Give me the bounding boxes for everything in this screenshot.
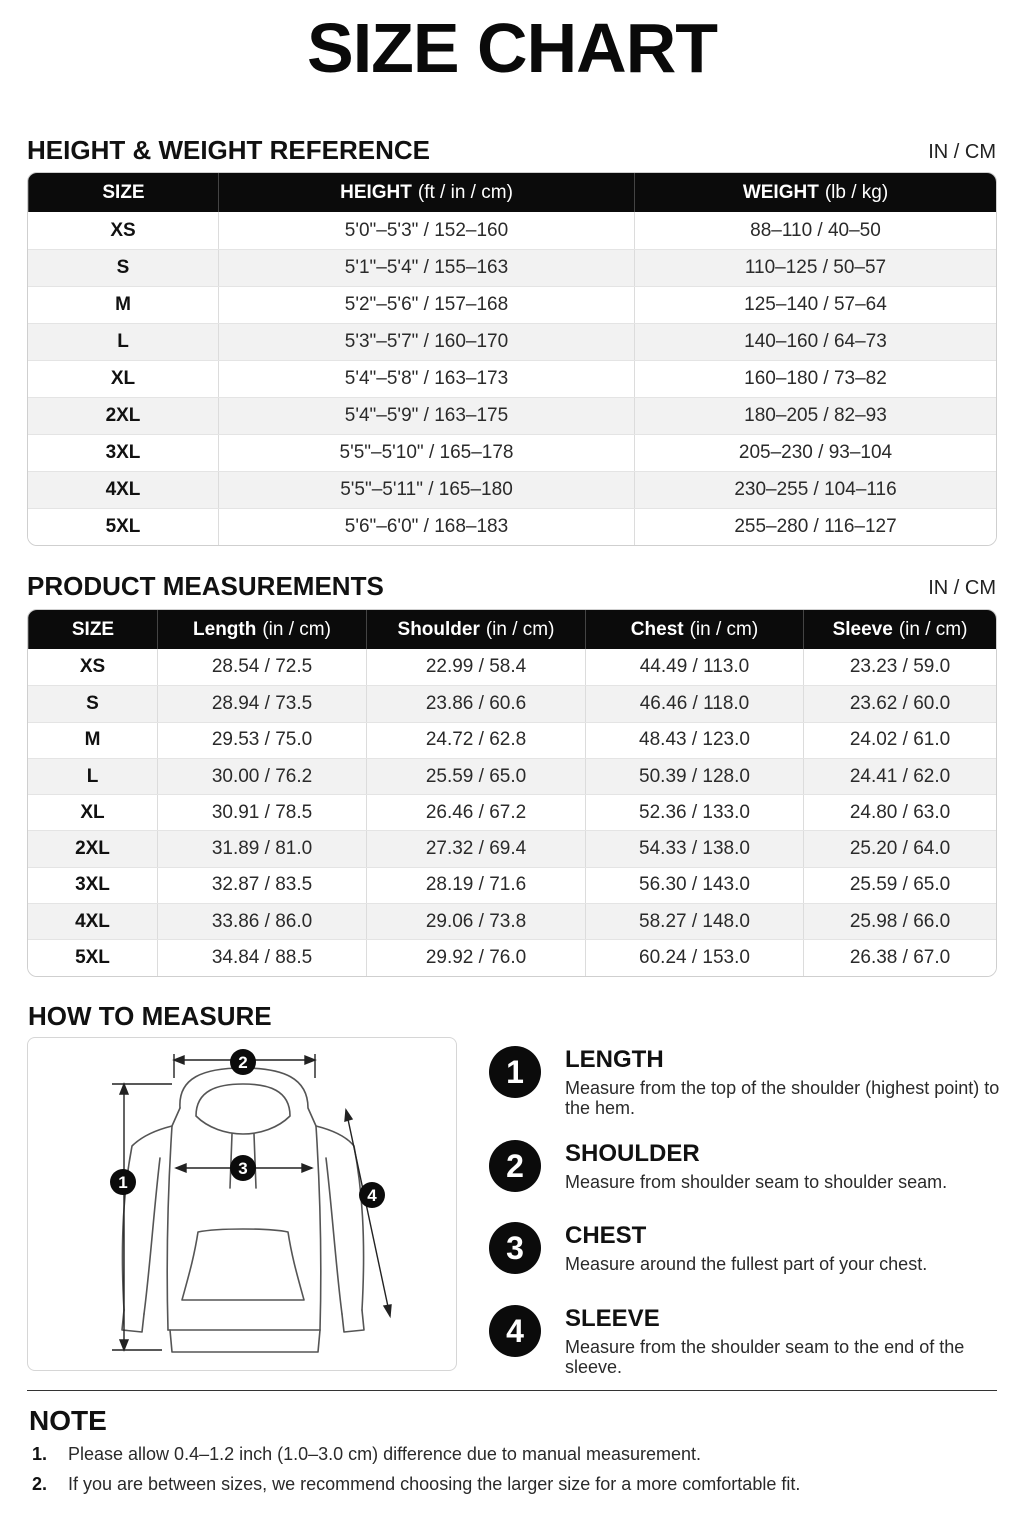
- table-cell: 25.98 / 66.0: [803, 904, 996, 939]
- table-cell: 52.36 / 133.0: [585, 795, 803, 830]
- note-number: 1.: [32, 1444, 48, 1464]
- table-cell: 30.00 / 76.2: [157, 759, 366, 794]
- marker-4-label: 4: [367, 1186, 377, 1205]
- table-cell: 230–255 / 104–116: [634, 472, 996, 508]
- size-cell: M: [84, 729, 101, 751]
- table-row: [28, 685, 996, 721]
- table-row: [28, 249, 996, 286]
- size-cell: S: [116, 257, 130, 278]
- table-cell: 23.86 / 60.6: [366, 686, 585, 721]
- marker-2-label: 2: [238, 1053, 248, 1072]
- step-number-badge: 4: [489, 1305, 541, 1357]
- table-cell: 28.54 / 72.5: [157, 649, 366, 685]
- table-row: [28, 649, 996, 685]
- table-row: [28, 323, 996, 360]
- right-sleeve-outer: [316, 1126, 364, 1310]
- table-cell: 50.39 / 128.0: [585, 759, 803, 794]
- step-title: SHOULDER: [565, 1140, 700, 1167]
- table-row: [28, 758, 996, 794]
- right-sleeve-inner: [326, 1158, 342, 1314]
- how-to-measure-title: HOW TO MEASURE: [28, 1001, 272, 1031]
- table-row: [28, 397, 996, 434]
- table-cell: 160–180 / 73–82: [634, 361, 996, 397]
- table-cell: 5'5"–5'11" / 165–180: [218, 472, 634, 508]
- hoodie-diagram-panel: [27, 1037, 457, 1371]
- step-title: CHEST: [565, 1222, 647, 1249]
- height-weight-title: HEIGHT & WEIGHT REFERENCE: [27, 135, 431, 165]
- table-cell: 5'5"–5'10" / 165–178: [218, 435, 634, 471]
- size-cell: L: [117, 331, 129, 352]
- table-cell: 44.49 / 113.0: [585, 649, 803, 685]
- column-header-label: SIZE: [71, 618, 115, 640]
- product-measurements-table: [27, 609, 997, 977]
- table-cell: 25.59 / 65.0: [366, 759, 585, 794]
- hoodie-diagram: [28, 1038, 458, 1372]
- column-header-label: Shoulder: [397, 618, 480, 640]
- table-cell: 125–140 / 57–64: [634, 287, 996, 323]
- step-number-badge: 2: [489, 1140, 541, 1192]
- column-header: [585, 610, 803, 649]
- note-item: [32, 1442, 701, 1466]
- table-row: [28, 794, 996, 830]
- step-sleeve: [489, 1305, 1005, 1377]
- step-description: Measure from shoulder seam to shoulder seam.: [565, 1172, 948, 1192]
- step-chest: [489, 1222, 1005, 1274]
- right-cuff: [342, 1310, 364, 1332]
- table-cell: 48.43 / 123.0: [585, 723, 803, 758]
- table-cell: 34.84 / 88.5: [157, 940, 366, 975]
- size-cell: 4XL: [75, 910, 110, 932]
- size-cell: 2XL: [75, 838, 110, 860]
- table-row: [28, 360, 996, 397]
- column-header-unit: (in / cm): [262, 618, 331, 640]
- size-cell: XS: [110, 219, 136, 241]
- product-measurements-title: PRODUCT MEASUREMENTS: [27, 571, 384, 601]
- step-length: [489, 1046, 1005, 1118]
- table-row: [28, 508, 996, 545]
- table-row: [28, 434, 996, 471]
- note-text: Please allow 0.4–1.2 inch (1.0–3.0 cm) difference due to manual measurement.: [68, 1444, 702, 1464]
- table-cell: 5'2"–5'6" / 157–168: [218, 287, 634, 323]
- table-cell: 5'6"–6'0" / 168–183: [218, 509, 634, 545]
- hem-band: [170, 1330, 320, 1352]
- column-header-unit: (in / cm): [898, 618, 968, 640]
- table-cell: 5'4"–5'8" / 163–173: [218, 361, 634, 397]
- step-description: Measure from the top of the shoulder (highest point) to the hem.: [565, 1078, 1000, 1118]
- table-row: [28, 286, 996, 323]
- column-header-label: HEIGHT: [340, 181, 412, 203]
- marker-1-label: 1: [118, 1173, 128, 1192]
- table-cell: 29.06 / 73.8: [366, 904, 585, 939]
- table-cell: 205–230 / 93–104: [634, 435, 996, 471]
- column-header-unit: (ft / in / cm): [417, 181, 513, 203]
- table-row: [28, 903, 996, 939]
- table-header-row: [28, 173, 996, 212]
- note-text: If you are between sizes, we recommend choosing the larger size for a more comfortable fit.: [68, 1474, 801, 1494]
- step-shoulder: [489, 1140, 1005, 1192]
- table-row: [28, 867, 996, 903]
- column-header-label: Length: [193, 618, 257, 640]
- step-description: Measure around the fullest part of your chest.: [565, 1254, 928, 1274]
- note-item: [32, 1472, 800, 1496]
- table-cell: 25.20 / 64.0: [803, 831, 996, 866]
- column-header-unit: (lb / kg): [824, 181, 889, 203]
- right-body-side: [316, 1126, 321, 1330]
- table-header-row: [28, 610, 996, 649]
- step-title: SLEEVE: [565, 1305, 660, 1332]
- table-cell: 24.72 / 62.8: [366, 723, 585, 758]
- table-cell: 60.24 / 153.0: [585, 940, 803, 975]
- hood-outline: [180, 1068, 316, 1126]
- step-description: Measure from the shoulder seam to the end of the sleeve.: [565, 1337, 965, 1377]
- table-cell: 25.59 / 65.0: [803, 868, 996, 903]
- size-cell: XL: [110, 368, 136, 389]
- table-cell: 56.30 / 143.0: [585, 868, 803, 903]
- left-cuff: [122, 1310, 144, 1332]
- column-header-label: Chest: [630, 618, 684, 640]
- table-cell: 22.99 / 58.4: [366, 649, 585, 685]
- table-cell: 26.46 / 67.2: [366, 795, 585, 830]
- step-title: LENGTH: [565, 1046, 664, 1073]
- table-cell: 23.23 / 59.0: [803, 649, 996, 685]
- size-cell: 3XL: [75, 874, 110, 896]
- table-cell: 27.32 / 69.4: [366, 831, 585, 866]
- table-cell: 5'1"–5'4" / 155–163: [218, 250, 634, 286]
- column-header: [634, 173, 996, 212]
- product-measurements-unit-label: IN / CM: [928, 577, 996, 599]
- table-cell: 88–110 / 40–50: [634, 212, 996, 249]
- table-cell: 5'0"–5'3" / 152–160: [218, 212, 634, 249]
- step-number-badge: 1: [489, 1046, 541, 1098]
- table-cell: 46.46 / 118.0: [585, 686, 803, 721]
- table-cell: 28.19 / 71.6: [366, 868, 585, 903]
- left-body-side: [167, 1126, 172, 1330]
- column-header-label: SIZE: [102, 181, 145, 203]
- table-row: [28, 830, 996, 866]
- table-cell: 29.92 / 76.0: [366, 940, 585, 975]
- marker-3-label: 3: [238, 1159, 248, 1178]
- column-header: [366, 610, 585, 649]
- diagram-markers: [110, 1049, 385, 1208]
- column-header: [803, 610, 996, 649]
- section-divider: [27, 1390, 997, 1391]
- size-cell: 5XL: [105, 516, 141, 537]
- table-cell: 180–205 / 82–93: [634, 398, 996, 434]
- table-cell: 26.38 / 67.0: [803, 940, 996, 975]
- page-title: SIZE CHART: [307, 9, 717, 87]
- size-cell: 5XL: [75, 947, 110, 969]
- table-cell: 54.33 / 138.0: [585, 831, 803, 866]
- table-cell: 23.62 / 60.0: [803, 686, 996, 721]
- size-cell: 3XL: [105, 442, 141, 463]
- column-header: [218, 173, 634, 212]
- column-header: [157, 610, 366, 649]
- note-title: NOTE: [29, 1405, 107, 1436]
- table-cell: 58.27 / 148.0: [585, 904, 803, 939]
- column-header-unit: (in / cm): [689, 618, 759, 640]
- table-cell: 24.02 / 61.0: [803, 723, 996, 758]
- drawstring-right: [254, 1134, 256, 1188]
- table-row: [28, 939, 996, 975]
- table-cell: 33.86 / 86.0: [157, 904, 366, 939]
- height-weight-unit-label: IN / CM: [928, 141, 996, 163]
- column-header-label: WEIGHT: [742, 181, 819, 203]
- size-cell: XL: [80, 801, 105, 823]
- hood-opening: [196, 1084, 290, 1134]
- table-cell: 29.53 / 75.0: [157, 723, 366, 758]
- table-cell: 24.80 / 63.0: [803, 795, 996, 830]
- column-header: [28, 173, 218, 212]
- table-cell: 31.89 / 81.0: [157, 831, 366, 866]
- size-cell: XS: [79, 656, 106, 678]
- table-row: [28, 471, 996, 508]
- column-header: [28, 610, 157, 649]
- table-cell: 32.87 / 83.5: [157, 868, 366, 903]
- note-number: 2.: [32, 1474, 48, 1494]
- height-weight-table: [27, 172, 997, 546]
- step-number-badge: 3: [489, 1222, 541, 1274]
- size-cell: S: [86, 692, 99, 714]
- table-cell: 5'3"–5'7" / 160–170: [218, 324, 634, 360]
- size-cell: L: [86, 765, 99, 787]
- table-cell: 140–160 / 64–73: [634, 324, 996, 360]
- table-row: [28, 212, 996, 249]
- left-sleeve-inner: [144, 1158, 160, 1314]
- table-cell: 255–280 / 116–127: [634, 509, 996, 545]
- column-header-unit: (in / cm): [485, 618, 555, 640]
- column-header-label: Sleeve: [832, 618, 893, 640]
- table-cell: 110–125 / 50–57: [634, 250, 996, 286]
- table-row: [28, 722, 996, 758]
- table-cell: 28.94 / 73.5: [157, 686, 366, 721]
- table-cell: 5'4"–5'9" / 163–175: [218, 398, 634, 434]
- size-cell: M: [115, 294, 131, 315]
- table-cell: 30.91 / 78.5: [157, 795, 366, 830]
- size-cell: 4XL: [105, 479, 141, 500]
- kangaroo-pocket: [182, 1229, 304, 1300]
- size-cell: 2XL: [105, 405, 141, 426]
- drawstring-left: [230, 1134, 232, 1188]
- table-cell: 24.41 / 62.0: [803, 759, 996, 794]
